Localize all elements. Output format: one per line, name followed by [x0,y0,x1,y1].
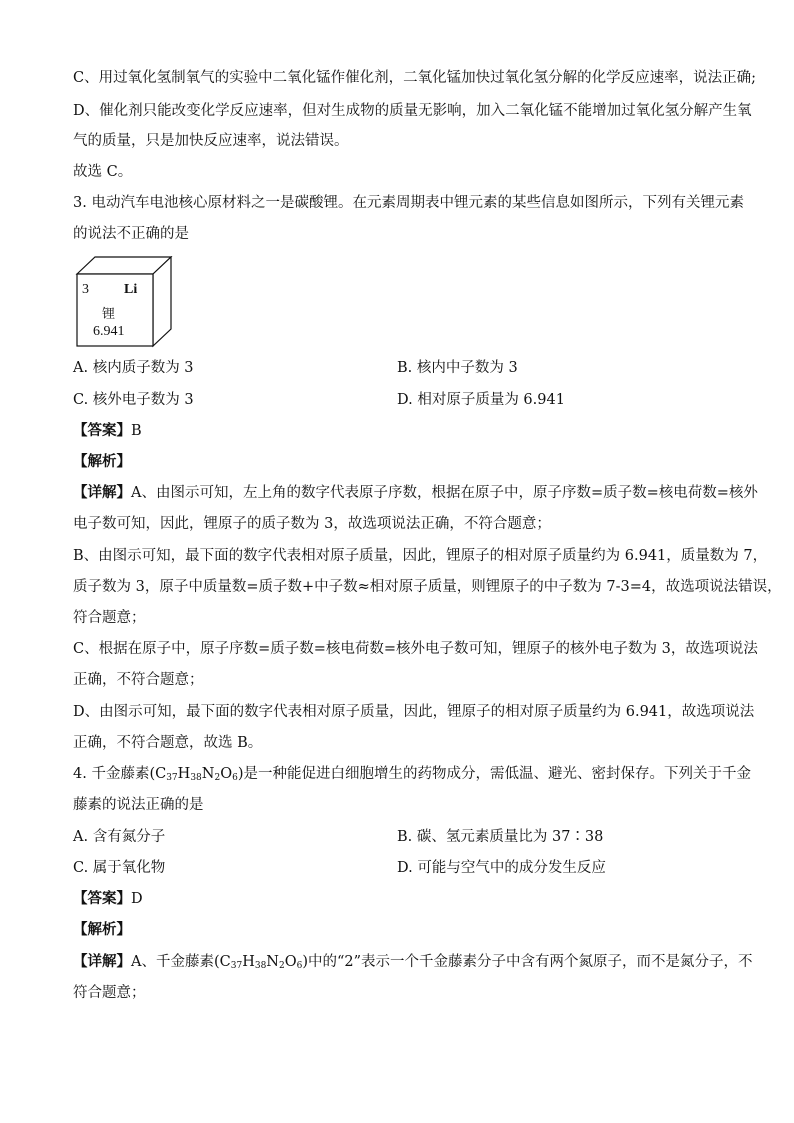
formula-sub-h: 38 [254,961,267,971]
q4-stem-line2: 藤素的说法正确的是 [73,797,204,813]
formula-sub-c: 37 [230,961,243,971]
answer-value: B [131,423,142,439]
formula-h: H [242,954,255,970]
atomic-mass: 6.941 [93,324,125,339]
detail-label: 【详解】 [73,953,131,970]
element-symbol: Li [124,282,138,297]
q4-detail-line1 [73,952,753,972]
formula-n: N [266,954,279,970]
prev-choose: 故选 C。 [73,164,133,180]
formula-sub-n: 2 [214,773,221,783]
q3-detail-line9: 正确，不符合题意，故选 B。 [73,735,263,751]
q4-stem-line1 [73,764,751,784]
q3-option-a: A. 核内质子数为 3 [73,360,194,376]
element-cell-figure [73,256,173,348]
q3-stem-line2: 的说法不正确的是 [73,226,189,242]
formula-o: O [284,954,297,970]
q3-option-c: C. 核外电子数为 3 [73,392,194,408]
formula-sub-o: 6 [232,773,238,783]
answer-label: 【答案】 [73,890,131,907]
q3-detail-line7: 正确，不符合题意； [73,672,204,688]
formula-sub-o: 6 [296,961,303,971]
detail-label: 【详解】 [73,484,131,501]
q4-option-b: B. 碳、氢元素质量比为 37∶38 [397,829,604,845]
formula-sub-c: 37 [166,773,178,783]
atomic-number: 3 [82,282,89,297]
q3-detail-line2: 电子数可知，因此，锂原子的质子数为 3，故选项说法正确，不符合题意； [73,516,551,532]
formula-o: O [220,766,233,782]
q3-detail-line1 [73,483,758,503]
q3-detail-line3: B、由图示可知，最下面的数字代表相对原子质量，因此，锂原子的相对原子质量约为 6.941，质量数为 7， [73,548,768,564]
q3-option-b: B. 核内中子数为 3 [397,360,518,376]
q3-detail-line6: C、根据在原子中，原子序数=质子数=核电荷数=核外电子数可知，锂原子的核外电子数为 3，故选项说法 [73,641,758,657]
q4-option-a: A. 含有氮分子 [73,829,166,845]
q3-answer [73,421,142,441]
q4-option-c: C. 属于氧化物 [73,860,166,876]
element-name: 锂 [102,307,116,322]
q4-analysis-label: 【解析】 [73,921,131,938]
q4-detail-line2: 符合题意； [73,985,146,1001]
prev-analysis-d-line1: D、催化剂只能改变化学反应速率，但对生成物的质量无影响，加入二氧化锰不能增加过氧化氢分解产生氧 [73,103,752,119]
prev-analysis-d-line2: 气的质量，只是加快反应速率，说法错误。 [73,133,349,149]
formula-n: N [201,766,215,782]
q4-stem-prefix: 4. 千金藤素(C [73,766,167,782]
q4-option-d: D. 可能与空气中的成分发生反应 [397,860,606,876]
q4-answer [73,889,143,909]
detail-text-suffix: )中的“2”表示一个千金藤素分子中含有两个氮原子，而不是氮分子，不 [302,954,753,970]
answer-value: D [131,891,143,907]
q3-detail-line5: 符合题意； [73,610,146,626]
q3-stem-line1: 3. 电动汽车电池核心原材料之一是碳酸锂。在元素周期表中锂元素的某些信息如图所示，下列有关锂元素 [73,195,744,211]
prev-analysis-c: C、用过氧化氢制氧气的实验中二氧化锰作催化剂，二氧化锰加快过氧化氢分解的化学反应速率，说法正确; [73,70,756,86]
detail-text-prefix: A、千金藤素(C [131,954,231,970]
formula-h: H [177,766,191,782]
answer-label: 【答案】 [73,422,131,439]
q3-detail-line8: D、由图示可知，最下面的数字代表相对原子质量，因此，锂原子的相对原子质量约为 6.941，故选项说法 [73,704,755,720]
detail-text: A、由图示可知，左上角的数字代表原子序数，根据在原子中，原子序数=质子数=核电荷数=核外 [131,485,758,501]
q3-detail-line4: 质子数为 3，原子中质量数=质子数+中子数≈相对原子质量，则锂原子的中子数为 7-3=4，故选项说法错误， [73,579,782,595]
formula-sub-n: 2 [278,961,285,971]
q4-stem-suffix: )是一种能促进白细胞增生的药物成分，需低温、避光、密封保存。下列关于千金 [237,766,751,782]
formula-sub-h: 38 [190,773,202,783]
q3-analysis-label: 【解析】 [73,453,131,470]
q3-option-d: D. 相对原子质量为 6.941 [397,392,565,408]
